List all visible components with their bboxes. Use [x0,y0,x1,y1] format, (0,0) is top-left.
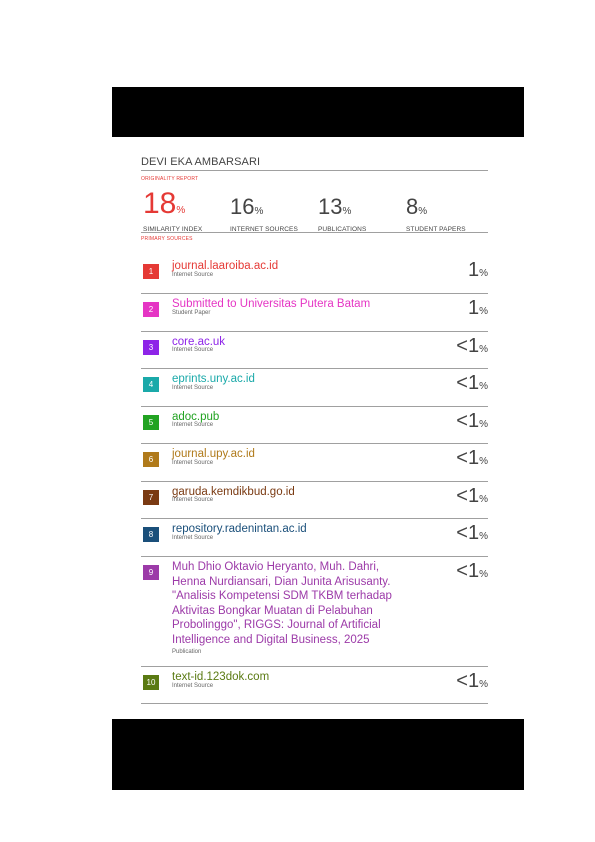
source-row [141,667,488,704]
source-percent [456,522,488,545]
source-rank-badge: 4 [143,377,159,392]
source-percent-unit: % [479,306,488,317]
similarity-index-unit: % [176,205,186,216]
source-percent-unit: % [479,344,488,355]
source-percent [456,670,488,693]
stats-row [141,187,488,233]
internet-sources-value: 16 [230,194,255,219]
source-title[interactable]: journal.laaroiba.ac.id [172,260,279,272]
source-type: Student Paper [172,310,211,316]
source-row [141,332,488,369]
student-papers-value: 8 [406,194,419,219]
author-name: DEVI EKA AMBARSARI [141,156,261,168]
source-percent-value: <1 [456,560,480,582]
source-row [141,482,488,519]
source-percent-value: 1 [467,297,480,319]
source-percent-value: <1 [456,522,480,544]
internet-sources [230,196,298,233]
source-type: Internet Source [172,272,214,278]
source-percent-value: <1 [456,410,480,432]
source-percent-value: <1 [456,447,480,469]
student-papers [406,196,466,233]
source-percent-value: <1 [456,670,480,692]
student-papers-unit: % [418,206,428,217]
source-rank-badge: 2 [143,302,159,317]
source-percent-value: <1 [456,372,480,394]
source-percent [456,560,488,583]
source-percent-unit: % [479,569,488,580]
internet-sources-unit: % [254,206,264,217]
source-row [141,519,488,557]
source-percent-unit: % [479,456,488,467]
redaction-bar-bottom [112,719,524,790]
source-percent-unit: % [479,268,488,279]
source-percent [456,447,488,470]
source-row [141,256,488,294]
source-percent-value: <1 [456,335,480,357]
primary-sources-list [141,256,488,704]
source-percent-unit: % [479,381,488,392]
source-percent-unit: % [479,679,488,690]
source-row [141,407,488,444]
source-percent-value: 1 [467,259,480,281]
source-rank-badge: 1 [143,264,159,279]
source-rank-badge: 6 [143,452,159,467]
source-rank-badge: 7 [143,490,159,505]
divider [141,170,488,171]
source-title[interactable]: eprints.uny.ac.id [172,373,255,385]
source-title[interactable]: core.ac.uk [172,336,226,348]
source-percent-unit: % [479,419,488,430]
source-percent [468,259,488,282]
source-rank-badge: 9 [143,565,159,580]
source-rank-badge: 8 [143,527,159,542]
redaction-bar-top [112,87,524,137]
source-percent [456,485,488,508]
source-type: Internet Source [172,385,214,391]
source-row [141,369,488,407]
source-title[interactable]: journal.upy.ac.id [172,448,255,460]
source-type: Internet Source [172,347,214,353]
similarity-index [143,187,203,233]
originality-report [141,137,488,248]
originality-report-label: ORIGINALITY REPORT [141,176,199,182]
source-percent [456,335,488,358]
source-title[interactable]: Muh Dhio Oktavio Heryanto, Muh. Dahri, Henna Nurdiansari, Dian Junita Arisusanty. "Analisis Kompetensi SDM TKBM terhadap Aktivitas Bongkar Muatan di Pelabuhan Probolinggo", RIGGS: Journal of Artificial Intelligence and Digital Business, 2025 [172,561,392,646]
publications-caption: PUBLICATIONS [318,226,367,233]
publications-unit: % [342,206,352,217]
source-rank-badge: 5 [143,415,159,430]
source-title[interactable]: text-id.123dok.com [172,671,270,683]
source-percent-unit: % [479,531,488,542]
source-title[interactable]: repository.radenintan.ac.id [172,523,307,535]
source-percent-value: <1 [456,485,480,507]
source-type: Internet Source [172,535,214,541]
source-type: Internet Source [172,497,214,503]
source-percent-unit: % [479,494,488,505]
source-type: Internet Source [172,683,214,689]
source-row [141,294,488,332]
primary-sources-label: PRIMARY SOURCES [141,236,193,242]
publications [318,196,366,233]
source-percent [456,372,488,395]
source-rank-badge: 10 [143,675,159,690]
publications-value: 13 [318,194,343,219]
source-percent [468,297,488,320]
source-title[interactable]: garuda.kemdikbud.go.id [172,486,295,498]
source-rank-badge: 3 [143,340,159,355]
internet-sources-caption: INTERNET SOURCES [230,226,298,233]
similarity-index-caption: SIMILARITY INDEX [143,226,203,233]
source-type: Internet Source [172,460,214,466]
source-row [141,444,488,482]
source-percent [456,410,488,433]
student-papers-caption: STUDENT PAPERS [406,226,466,233]
similarity-index-value: 18 [143,187,177,220]
source-row [141,557,488,667]
source-title[interactable]: Submitted to Universitas Putera Batam [172,298,371,310]
source-type: Publication [172,649,202,655]
source-title[interactable]: adoc.pub [172,411,220,423]
source-type: Internet Source [172,422,214,428]
